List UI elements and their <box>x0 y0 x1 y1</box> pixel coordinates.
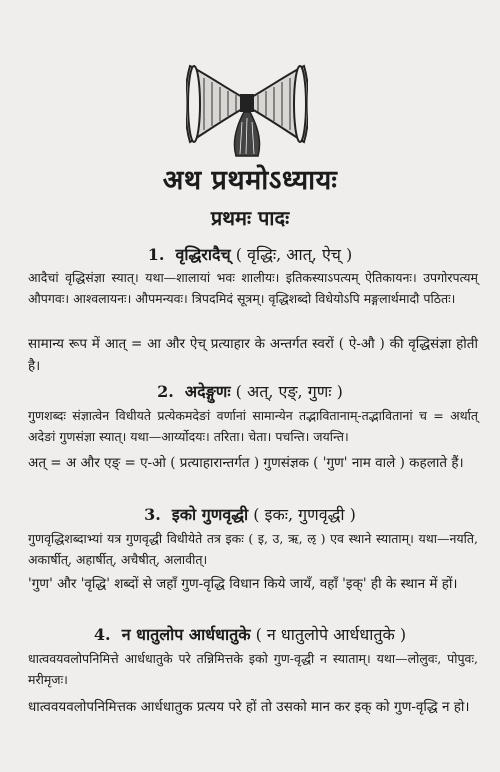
sutra-gloss: ( वृद्धिः, आत्, ऐच् ) <box>235 245 353 264</box>
sanskrit-commentary: गुणशब्दः संज्ञात्वेन विधीयते प्रत्येकमदेङां वर्णानां सामान्येन तद्भावितानाम्-तद्भावितानां च = अर्थात् अदेङां गुणसंज्ञा स्यात्। यथा—आर्य्योदयः। तरिता। चेता। पचन्ति। जयन्ति। <box>28 408 478 444</box>
chapter-title: अथ प्रथमोऽध्यायः <box>162 165 338 196</box>
sutra-gloss: ( न धातुलोपे आर्धधातुके ) <box>255 625 407 644</box>
sutra-name: वृद्धिरादैच् <box>175 245 231 264</box>
sutra-name: न धातुलोप आर्धधातुके <box>121 625 251 644</box>
sutra-number: 4. <box>93 625 111 644</box>
sutra-heading <box>0 243 500 265</box>
sanskrit-commentary: धात्ववयवलोपनिमित्ते आर्धधातुके परे तन्निमित्तके इको गुण-वृद्धी न स्याताम्। यथा—लोलुवः, पोपुवः, मरीमृजः। <box>28 651 478 687</box>
hindi-explanation: सामान्य रूप में आत् = आ और ऐच् प्रत्याहार के अन्तर्गत स्वरों ( ऐ-औ ) की वृद्धिसंज्ञा होती है। <box>28 336 478 374</box>
sutra-heading <box>0 503 500 525</box>
sutra-name: अदेङ्गुणः <box>184 382 231 401</box>
sutra-heading <box>0 623 500 645</box>
sutra-number: 2. <box>157 382 174 401</box>
ornament-icon <box>186 52 308 158</box>
hindi-explanation: अत् = अ और एङ् = ए-ओ ( प्रत्याहारान्तर्गत ) गुणसंज्ञक ( 'गुण' नाम वाले ) कहलाते हैं। <box>28 455 464 471</box>
sutra-name: इको गुणवृद्धी <box>171 505 249 524</box>
pada-title: प्रथमः पादः <box>210 206 290 230</box>
sutra-gloss: ( अत्, एङ्, गुणः ) <box>235 382 343 401</box>
hindi-explanation: 'गुण' और 'वृद्धि' शब्दों से जहाँ गुण-वृद्धि विधान किये जायँ, वहाँ 'इक्' ही के स्थान में हों। <box>28 576 458 592</box>
sutra-number: 3. <box>144 505 161 524</box>
hindi-explanation: धात्ववयवलोपनिमित्तक आर्धधातुक प्रत्यय परे हों तो उसको मान कर इक् को गुण-वृद्धि न हो। <box>28 699 470 715</box>
sutra-heading <box>0 380 500 402</box>
sanskrit-commentary: आदैचां वृद्धिसंज्ञा स्यात्। यथा—शालायां भवः शालीयः। इतिकस्याऽपत्यम् ऐतिकायनः। उपगोरपत्यम् औपगवः। आश्वलायनः। औपमन्यवः। त्रिपदमिदं सूत्रम्। वृद्धिशब्दो विधेयोऽपि मङ्गलार्थमादौ पठितः। <box>28 270 478 306</box>
sanskrit-commentary: गुणवृद्धिशब्दाभ्यां यत्र गुणवृद्धी विधीयेते तत्र इकः ( इ, उ, ऋ, ऌ ) एव स्थाने स्याताम्। यथा—नयति, अकार्षीत्, अहार्षीत्, अचैषीत्, अलावीत्। <box>28 531 478 567</box>
sutra-gloss: ( इकः, गुणवृद्धी ) <box>253 505 356 524</box>
sutra-number: 1. <box>147 245 165 264</box>
